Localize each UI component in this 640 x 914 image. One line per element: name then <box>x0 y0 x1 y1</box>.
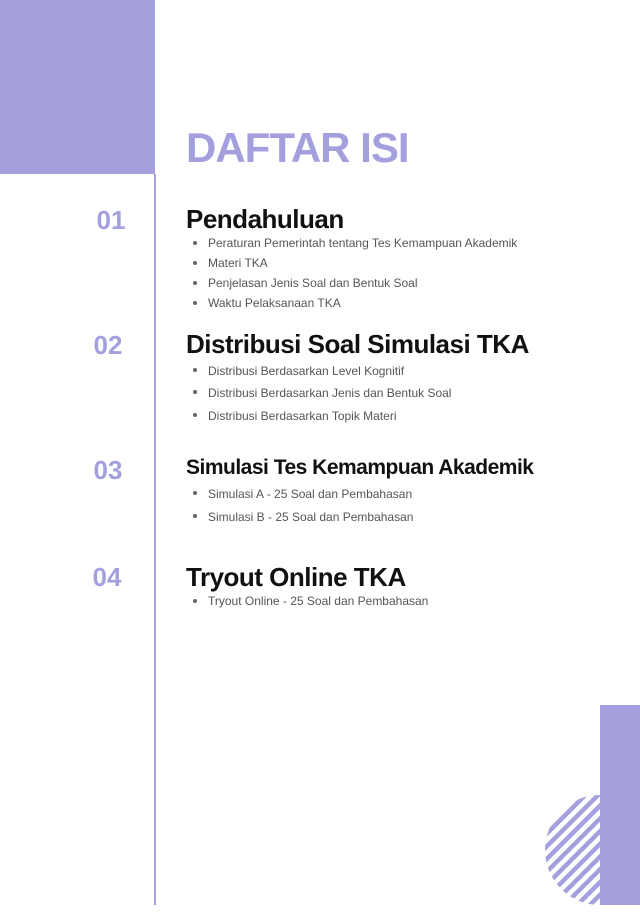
list-item: Penjelasan Jenis Soal dan Bentuk Soal <box>193 273 517 293</box>
list-item: Distribusi Berdasarkan Jenis dan Bentuk Soal <box>193 382 451 405</box>
list-item: Tryout Online - 25 Soal dan Pembahasan <box>193 591 428 611</box>
section-number: 02 <box>93 330 123 360</box>
list-item: Simulasi B - 25 Soal dan Pembahasan <box>193 506 413 529</box>
striped-circle-decoration <box>545 794 640 914</box>
list-item: Peraturan Pemerintah tentang Tes Kemampuan Akademik <box>193 233 517 253</box>
section-number: 01 <box>96 205 126 235</box>
section-title: Pendahuluan <box>186 204 344 234</box>
list-item: Simulasi A - 25 Soal dan Pembahasan <box>193 483 413 506</box>
vertical-divider-line <box>154 174 156 905</box>
section-item-list <box>193 233 517 313</box>
section-item-list <box>193 360 451 427</box>
section-title: Simulasi Tes Kemampuan Akademik <box>186 456 534 479</box>
list-item: Distribusi Berdasarkan Topik Materi <box>193 405 451 427</box>
section-item-list <box>193 483 413 529</box>
section-title: Tryout Online TKA <box>186 562 406 592</box>
list-item: Materi TKA <box>193 253 517 273</box>
top-left-accent-block <box>0 0 155 174</box>
page-title: DAFTAR ISI <box>186 124 409 171</box>
list-item: Distribusi Berdasarkan Level Kognitif <box>193 360 451 382</box>
section-number: 04 <box>92 562 122 592</box>
list-item: Waktu Pelaksanaan TKA <box>193 293 517 313</box>
section-number: 03 <box>93 455 123 485</box>
section-title: Distribusi Soal Simulasi TKA <box>186 329 529 359</box>
section-item-list <box>193 591 428 611</box>
